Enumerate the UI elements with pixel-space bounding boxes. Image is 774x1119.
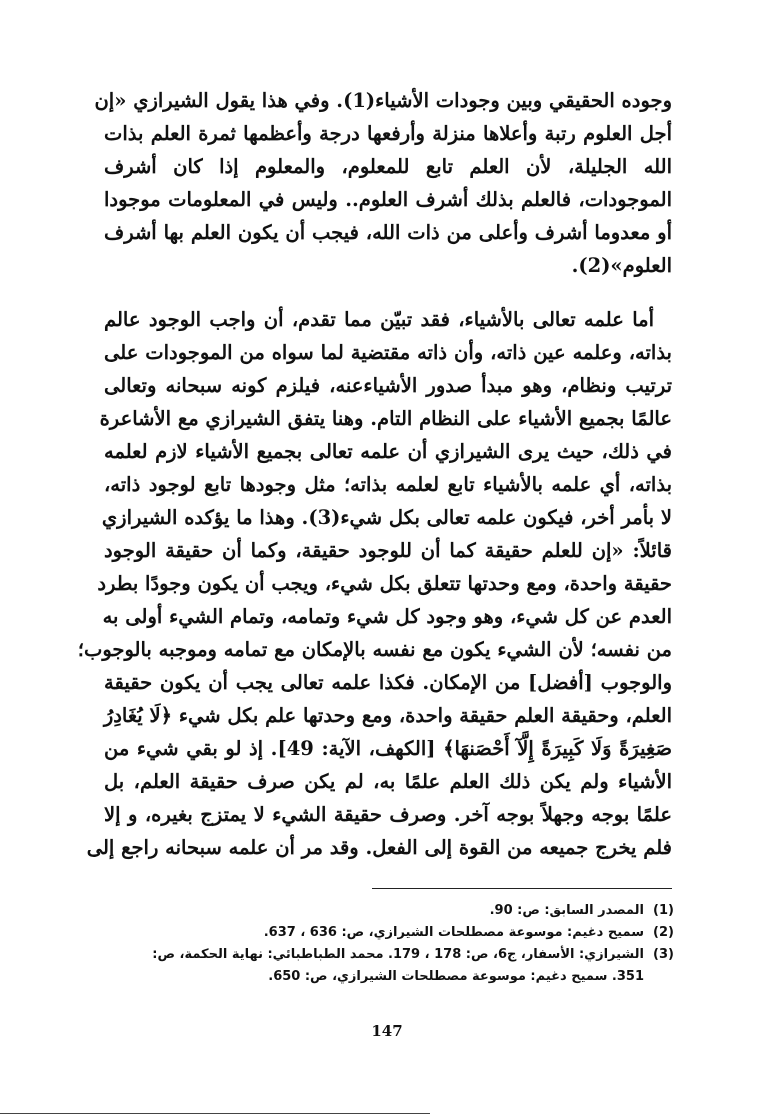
footnote-3-continuation xyxy=(100,966,674,988)
paragraph-2 xyxy=(77,303,672,864)
scan-edge-line xyxy=(0,1113,430,1114)
text-line: العدم عن كل شيء، وهو وجود كل شيء وتمامه، وتمام الشيء أولى به xyxy=(102,605,672,628)
footnote-text: الشيرازي: الأسفار، ج6، ص: 178 ، 179. محمد الطباطبائي: نهاية الحكمة، ص: xyxy=(152,947,644,962)
text-line: عالمًا بجميع الأشياء على النظام التام. وهنا يتفق الشيرازي مع الأشاعرة xyxy=(99,407,672,430)
text-line: بذاته، أي علمه بالأشياء تابع لعلمه بذاته؛ مثل وجودها تابع لوجود ذاته، xyxy=(104,473,672,496)
text-line: في ذلك، حيث يرى الشيرازي أن علمه تعالى بجميع الأشياء لازم لعلمه xyxy=(104,440,672,463)
footnote-separator xyxy=(372,888,672,889)
main-text xyxy=(77,84,672,864)
text-line: فلم يخرج جميعه من القوة إلى الفعل. وقد مر أن علمه سبحانه راجع إلى xyxy=(86,836,672,859)
footnote-number: (2) xyxy=(653,925,674,940)
text-line: لا بأمر أخر، فيكون علمه تعالى بكل شيء(3). وهذا ما يؤكده الشيرازي xyxy=(101,506,672,529)
footnote-1 xyxy=(100,900,674,922)
footnote-3 xyxy=(100,944,674,966)
text-line: حقيقة واحدة، ومع وحدتها تتعلق بكل شيء، ويجب أن يكون وجودًا بطرد xyxy=(97,572,672,595)
page-number: 147 xyxy=(371,1022,403,1040)
text-line: أجل العلوم رتبة وأعلاها منزلة وأرفعها درجة وأعظمها ثمرة العلم بذات xyxy=(104,122,672,145)
footnote-text: 351. سميح دغيم: موسوعة مصطلحات الشيرازي، ص: 650. xyxy=(268,969,644,984)
text-line: ترتيب ونظام، وهو مبدأ صدور الأشياءعنه، فيلزم كونه سبحانه وتعالى xyxy=(104,374,672,397)
footnote-2 xyxy=(100,922,674,944)
text-line: والوجوب [أفضل] من الإمكان. فكذا علمه تعالى يجب أن يكون حقيقة xyxy=(104,671,672,694)
text-line: الموجودات، فالعلم بذلك أشرف العلوم.. وليس في المعلومات موجودا xyxy=(104,188,672,211)
footnotes xyxy=(100,900,674,988)
text-line: أما علمه تعالى بالأشياء، فقد تبيّن مما تقدم، أن واجب الوجود عالم xyxy=(104,308,654,331)
text-line: العلم، وحقيقة العلم حقيقة واحدة، ومع وحدتها علم بكل شيء ﴿لَا يُغَادِرُ xyxy=(103,704,672,727)
footnote-text: المصدر السابق: ص: 90. xyxy=(489,903,644,918)
text-line: العلوم»(2). xyxy=(571,254,672,277)
text-line: الله الجليلة، لأن العلم تابع للمعلوم، والمعلوم إذا كان أشرف xyxy=(104,155,672,178)
text-line: قائلاً: «إن للعلم حقيقة كما أن للوجود حقيقة، وكما أن حقيقة الوجود xyxy=(104,539,672,562)
text-line: الأشياء ولم يكن ذلك العلم علمًا به، لم يكن صرف حقيقة العلم، بل xyxy=(104,770,672,793)
text-line: بذاته، وعلمه عين ذاته، وأن ذاته مقتضية لما سواه من الموجودات على xyxy=(104,341,672,364)
text-line: من نفسه؛ لأن الشيء يكون مع نفسه بالإمكان مع تمامه وموجبه بالوجوب؛ xyxy=(77,638,672,661)
text-line: أو معدوما أشرف وأعلى من ذات الله، فيجب أن يكون العلم بها أشرف xyxy=(104,221,672,244)
text-line: وجوده الحقيقي وبين وجودات الأشياء(1). وفي هذا يقول الشيرازي «إن xyxy=(94,89,672,112)
footnote-number: (3) xyxy=(653,947,674,962)
paragraph-gap xyxy=(104,282,672,303)
text-line: علمًا بوجه وجهلاً بوجه آخر. وصرف حقيقة الشيء لا يمتزج بغيره، و إلا xyxy=(104,803,672,826)
footnote-number: (1) xyxy=(653,903,674,918)
quran-verse-line: صَغِيرَةً وَلَا كَبِيرَةً إِلَّآ أَحْصَنهَا﴾ [الكهف، الآية: 49]. إذ لو بقي شيء من xyxy=(104,737,672,760)
footnote-text: سميح دغيم: موسوعة مصطلحات الشيرازي، ص: 636 ، 637. xyxy=(263,925,644,940)
paragraph-1 xyxy=(94,84,672,282)
